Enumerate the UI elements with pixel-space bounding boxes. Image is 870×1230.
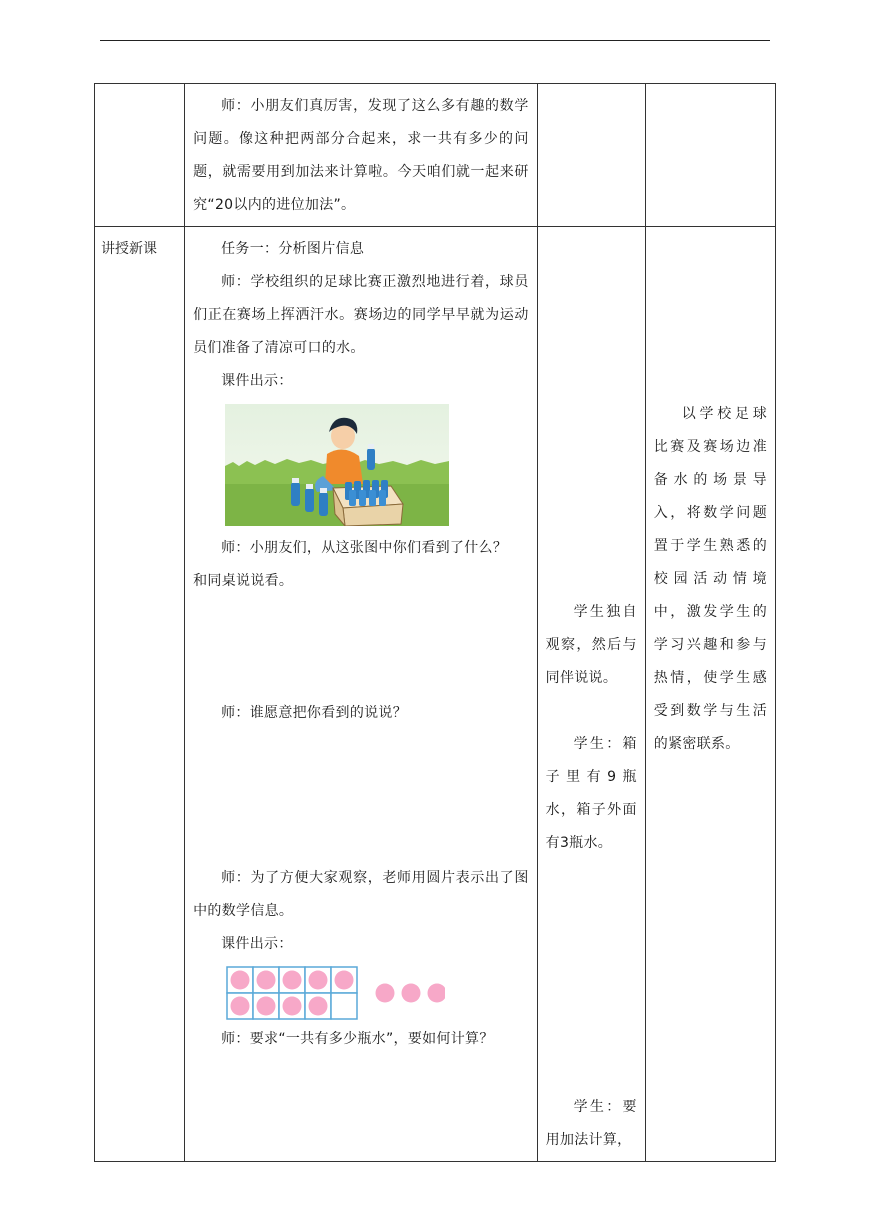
student-activity-cell bbox=[537, 227, 645, 1162]
table-row bbox=[95, 227, 776, 1162]
student-observe-text: 学生独自观察，然后与同伴说说。 bbox=[545, 604, 637, 686]
courseware-label-2: 课件出示： bbox=[221, 936, 293, 952]
counter-in-frame bbox=[283, 971, 302, 990]
design-intent-text: 以学校足球比赛及赛场边准备水的场景导入，将数学问题置于学生熟悉的校园活动情境中，激发学生的学习兴趣和参与热情，使学生感受到数学与生活的紧密联系。 bbox=[653, 406, 767, 752]
design-intent-cell bbox=[645, 84, 775, 227]
question-see: 师：小朋友们，从这张图中你们看到了什么？ bbox=[221, 540, 508, 556]
counter-outside bbox=[376, 984, 395, 1003]
teacher-text: 师：小朋友们真厉害，发现了这么多有趣的数学问题。像这种把两部分合起来，求一共有多少的问题，就需要用到加法来计算啦。今天咱们就一起来研究“20以内的进位加法”。 bbox=[193, 98, 529, 213]
counter-in-frame bbox=[231, 971, 250, 990]
teacher-activity-cell bbox=[185, 227, 538, 1162]
counter-in-frame bbox=[309, 971, 328, 990]
student-answer-text: 学生：箱子里有9瓶水，箱子外面有3瓶水。 bbox=[545, 736, 637, 851]
counter-outside bbox=[402, 984, 421, 1003]
task-title: 任务一：分析图片信息 bbox=[221, 241, 365, 257]
intro-paragraph: 师：学校组织的足球比赛正激烈地进行着，球员们正在赛场上挥洒汗水。赛场边的同学早早就为运动员们准备了清凉可口的水。 bbox=[193, 274, 529, 356]
section-cell bbox=[95, 84, 185, 227]
question-calc: 师：要求“一共有多少瓶水”，要如何计算？ bbox=[221, 1031, 494, 1047]
soccer-water-illustration bbox=[225, 404, 449, 526]
teacher-activity-cell bbox=[185, 84, 538, 227]
counter-in-frame bbox=[309, 997, 328, 1016]
courseware-label: 课件出示： bbox=[221, 373, 293, 389]
header-rule bbox=[100, 40, 770, 41]
counter-in-frame bbox=[257, 971, 276, 990]
counter-in-frame bbox=[231, 997, 250, 1016]
lesson-plan-table bbox=[94, 83, 776, 1162]
counter-in-frame bbox=[257, 997, 276, 1016]
table-row bbox=[95, 84, 776, 227]
student-calc-text: 学生：要用加法计算， bbox=[545, 1099, 637, 1148]
dots-paragraph: 师：为了方便大家观察，老师用圆片表示出了图中的数学信息。 bbox=[193, 870, 529, 919]
section-cell bbox=[95, 227, 185, 1162]
design-intent-cell bbox=[645, 227, 775, 1162]
counter-in-frame bbox=[283, 997, 302, 1016]
counter-outside bbox=[428, 984, 446, 1003]
student-activity-cell bbox=[537, 84, 645, 227]
counter-in-frame bbox=[335, 971, 354, 990]
ten-frame-counters bbox=[225, 965, 445, 1021]
section-label: 讲授新课 bbox=[101, 241, 157, 257]
question-share: 师：谁愿意把你看到的说说？ bbox=[221, 705, 408, 721]
question-see-continued: 和同桌说说看。 bbox=[193, 573, 294, 589]
ten-frame-cell bbox=[331, 993, 357, 1019]
